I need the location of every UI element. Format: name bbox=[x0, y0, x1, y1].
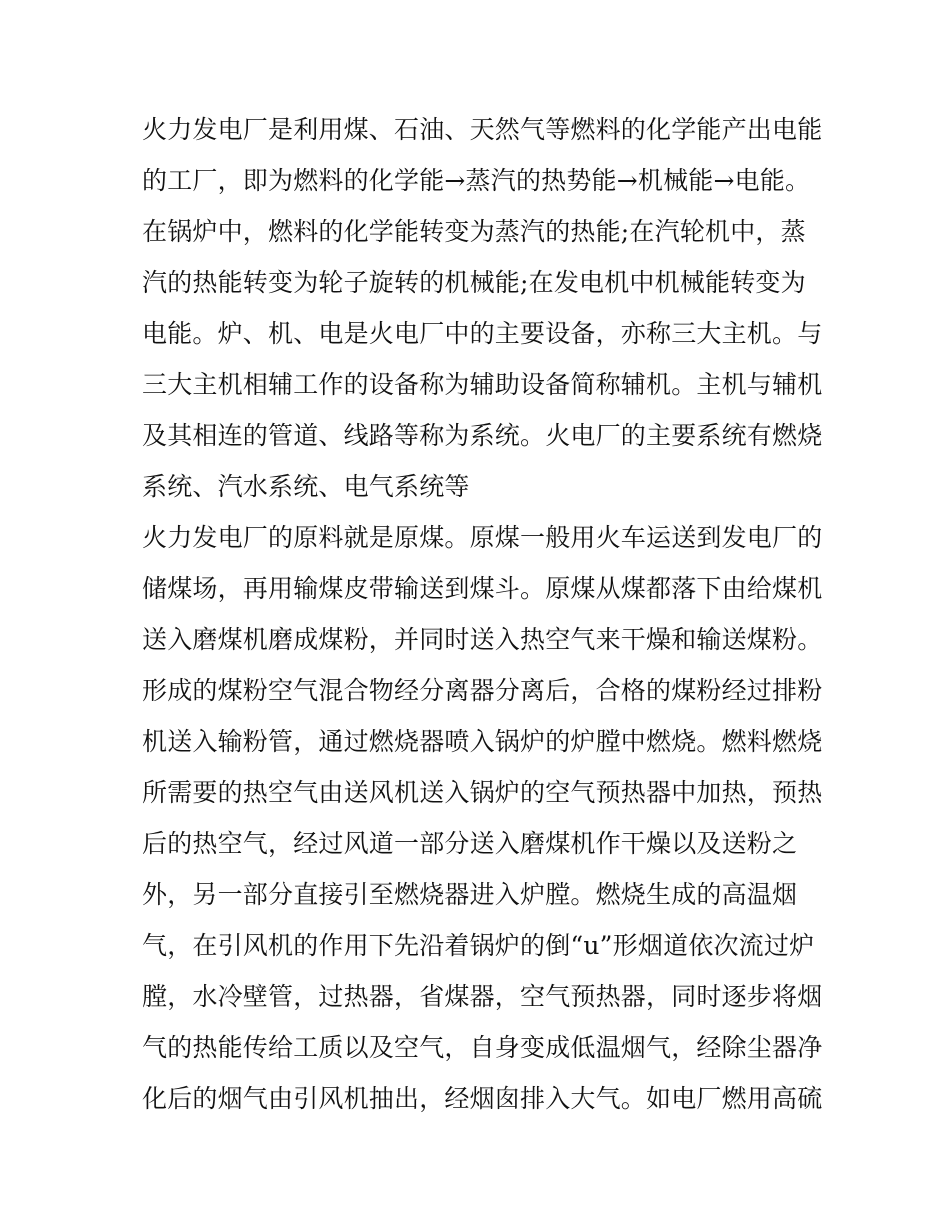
text-line: 机送入输粉管，通过燃烧器喷入锅炉的炉膛中燃烧。燃料燃烧 bbox=[142, 727, 823, 756]
text-line: 及其相连的管道、线路等称为系统。火电厂的主要系统有燃烧 bbox=[142, 421, 823, 450]
text-line: 送入磨煤机磨成煤粉，并同时送入热空气来干燥和输送煤粉。 bbox=[142, 625, 823, 654]
text-line: 在锅炉中，燃料的化学能转变为蒸汽的热能;在汽轮机中，蒸 bbox=[142, 217, 806, 246]
text-line: 系统、汽水系统、电气系统等 bbox=[142, 472, 470, 501]
text-line: 形成的煤粉空气混合物经分离器分离后，合格的煤粉经过排粉 bbox=[142, 676, 823, 705]
text-line: 气的热能传给工质以及空气，自身变成低温烟气，经除尘器净 bbox=[142, 1033, 823, 1062]
body-text bbox=[142, 104, 822, 1124]
text-line: 所需要的热空气由送风机送入锅炉的空气预热器中加热，预热 bbox=[142, 778, 823, 807]
text-line: 气，在引风机的作用下先沿着锅炉的倒“u”形烟道依次流过炉 bbox=[142, 931, 815, 960]
text-line: 火力发电厂的原料就是原煤。原煤一般用火车运送到发电厂的 bbox=[142, 523, 823, 552]
text-line: 汽的热能转变为轮子旋转的机械能;在发电机中机械能转变为 bbox=[142, 268, 806, 297]
text-line: 电能。炉、机、电是火电厂中的主要设备，亦称三大主机。与 bbox=[142, 319, 823, 348]
text-line: 膛，水冷壁管，过热器，省煤器，空气预热器，同时逐步将烟 bbox=[142, 982, 823, 1011]
text-line: 火力发电厂是利用煤、石油、天然气等燃料的化学能产出电能 bbox=[142, 115, 823, 144]
text-line: 化后的烟气由引风机抽出，经烟囱排入大气。如电厂燃用高硫 bbox=[142, 1084, 823, 1113]
text-line: 三大主机相辅工作的设备称为辅助设备简称辅机。主机与辅机 bbox=[142, 370, 823, 399]
text-line: 后的热空气，经过风道一部分送入磨煤机作干燥以及送粉之 bbox=[142, 829, 798, 858]
text-line: 储煤场，再用输煤皮带输送到煤斗。原煤从煤都落下由给煤机 bbox=[142, 574, 823, 603]
text-line: 的工厂，即为燃料的化学能→蒸汽的热势能→机械能→电能。 bbox=[142, 166, 811, 195]
text-line: 外，另一部分直接引至燃烧器进入炉膛。燃烧生成的高温烟 bbox=[142, 880, 798, 909]
